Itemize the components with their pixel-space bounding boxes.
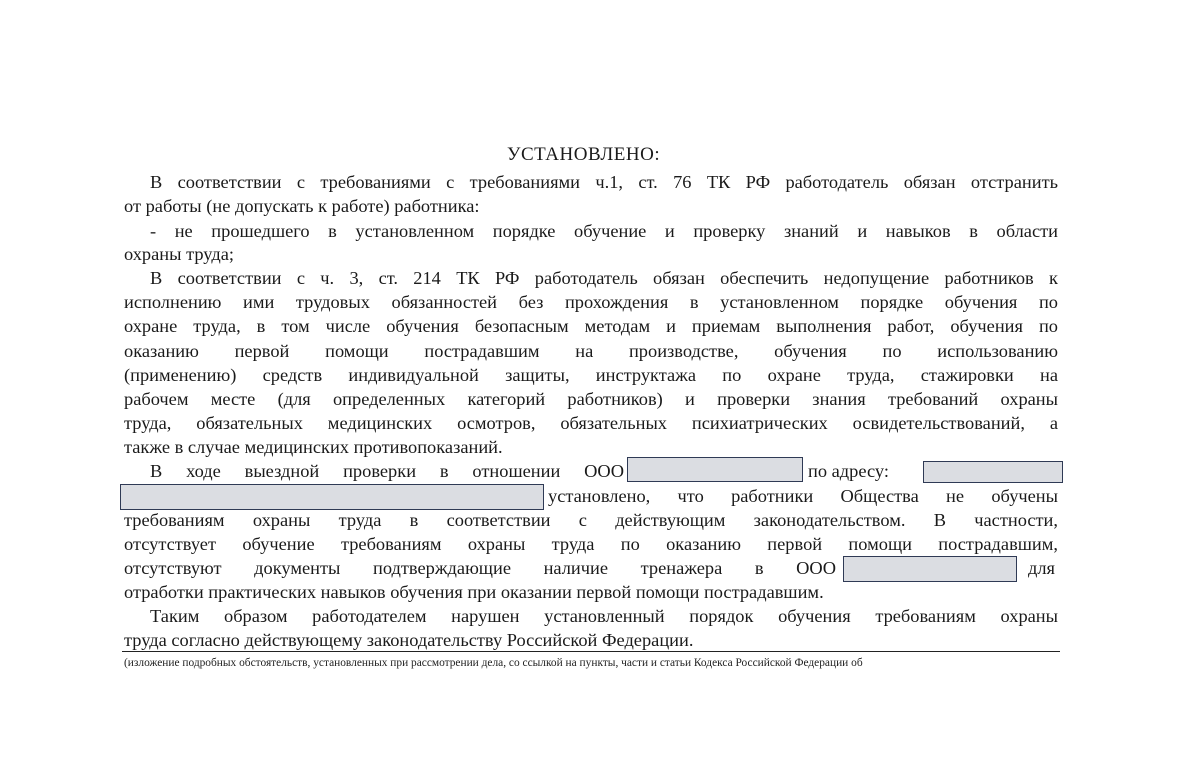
text-line-8: оказанию первой помощи пострадавшим на производстве, обучения по использованию (124, 341, 1058, 361)
text-line-10: рабочем месте (для определенных категорий работников) и проверки знания требований охраны (124, 389, 1058, 409)
text-line-9: (применению) средств индивидуальной защиты, инструктажа по охране труда, стажировки на (124, 365, 1058, 385)
text-line-17-end: для (1028, 558, 1055, 578)
text-line-12: также в случае медицинских противопоказаний. (124, 437, 503, 457)
redacted-address-part-2 (120, 484, 544, 510)
text-line-4: охраны труда; (124, 244, 234, 264)
text-line-1: В соответствии с требованиями с требованиями ч.1, ст. 76 ТК РФ работодатель обязан отстранить (150, 172, 1058, 192)
text-line-7: охране труда, в том числе обучения безопасным методам и приемам выполнения работ, обучения по (124, 316, 1058, 336)
redacted-address-part-1 (923, 461, 1063, 483)
footnote-caption: (изложение подробных обстоятельств, установленных при рассмотрении дела, со ссылкой на пункты, части и статьи Кодекса Российской Федерации об (124, 657, 863, 669)
text-line-11: труда, обязательных медицинских осмотров, обязательных психиатрических освидетельствований, а (124, 413, 1058, 433)
text-line-5: В соответствии с ч. 3, ст. 214 ТК РФ работодатель обязан обеспечить недопущение работников к (150, 268, 1058, 288)
text-line-6: исполнению ими трудовых обязанностей без прохождения в установленном порядке обучения по (124, 292, 1058, 312)
text-line-3: - не прошедшего в установленном порядке обучение и проверку знаний и навыков в области (150, 221, 1058, 241)
document-title: УСТАНОВЛЕНО: (507, 144, 661, 165)
text-line-19: Таким образом работодателем нарушен установленный порядок обучения требованиям охраны (150, 606, 1058, 626)
text-line-2: от работы (не допускать к работе) работника: (124, 196, 480, 216)
text-line-15: требованиям охраны труда в соответствии с действующим законодательством. В частности, (124, 510, 1058, 530)
redacted-company-name (627, 457, 803, 482)
text-line-17-start: отсутствуют документы подтверждающие наличие тренажера в ООО (124, 558, 836, 578)
text-line-13-start: В ходе выездной проверки в отношении ООО (150, 461, 624, 481)
signature-underline (122, 651, 1060, 652)
text-line-13-address: по адресу: (808, 461, 889, 481)
text-line-20: труда согласно действующему законодательству Российской Федерации. (124, 630, 694, 650)
text-line-18: отработки практических навыков обучения при оказании первой помощи пострадавшим. (124, 582, 824, 602)
text-line-14: установлено, что работники Общества не обучены (548, 486, 1058, 506)
text-line-16: отсутствует обучение требованиям охраны труда по оказанию первой помощи пострадавшим, (124, 534, 1058, 554)
redacted-company-name-2 (843, 556, 1017, 582)
